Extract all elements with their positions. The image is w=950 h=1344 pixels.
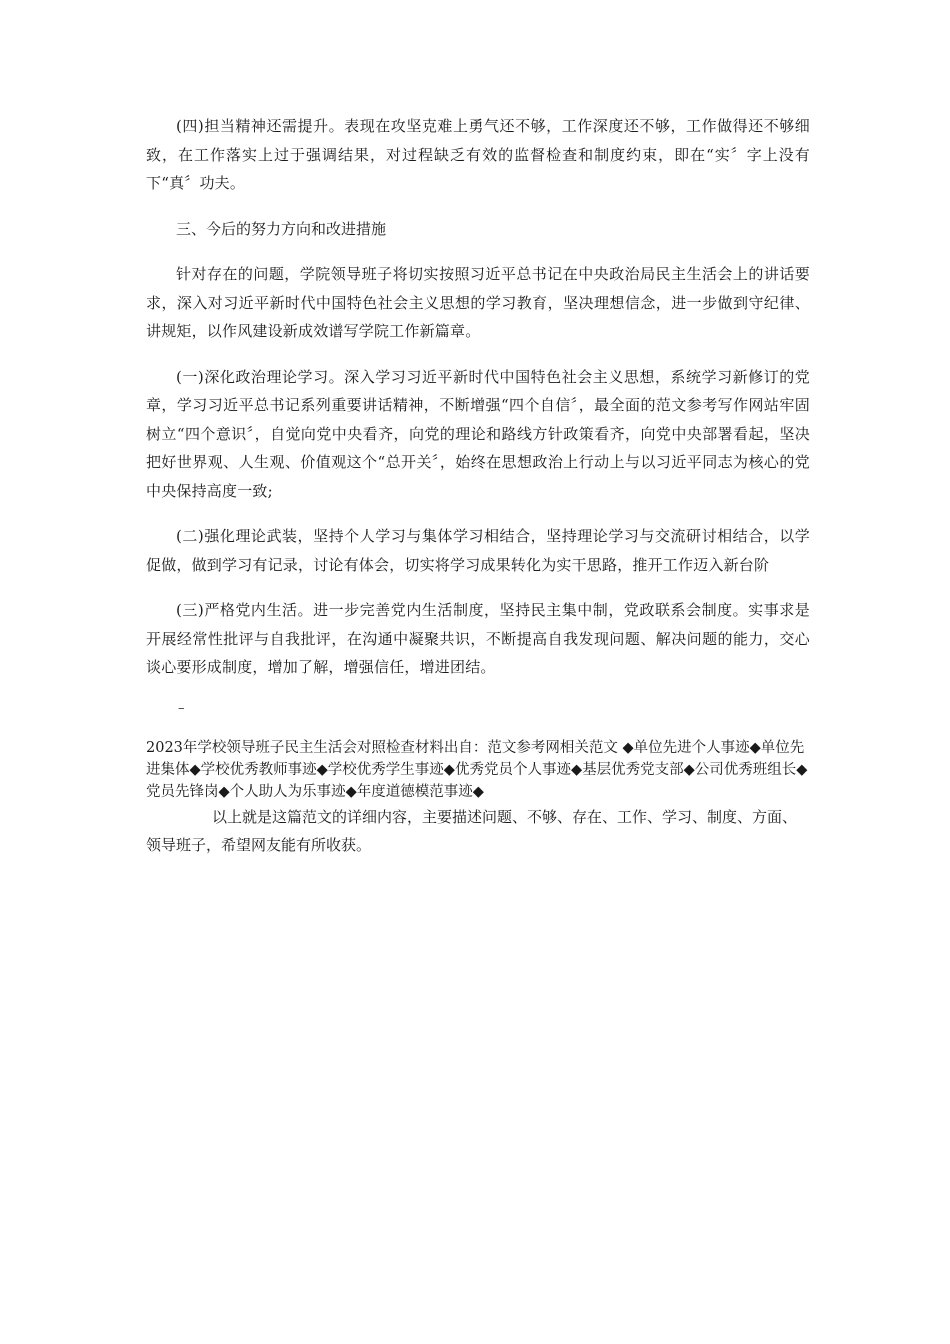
paragraph-responsibility: (四)担当精神还需提升。表现在攻坚克难上勇气还不够，工作深度还不够，工作做得还不够细致，在工作落实上过于强调结果，对过程缺乏有效的监督检查和制度约束，即在“实〞字上没有下“真〞功夫。 bbox=[146, 117, 810, 192]
section-heading: 三、今后的努力方向和改进措施 bbox=[176, 219, 387, 238]
summary-text: 以上就是这篇范文的详细内容，主要描述问题、不够、存在、工作、学习、制度、方面、领导班子，希望网友能有所收获。 bbox=[146, 807, 798, 854]
paragraph-intro: 针对存在的问题，学院领导班子将切实按照习近平总书记在中央政治局民主生活会上的讲话要求，深入对习近平新时代中国特色社会主义思想的学习教育，坚决理想信念，进一步做到守纪律、讲规矩，以作风建设新成效谱写学院工作新篇章。 bbox=[146, 265, 810, 340]
document-page bbox=[146, 112, 810, 860]
measure-3: (三)严格党内生活。进一步完善党内生活制度，坚持民主集中制，党政联系会制度。实事求是开展经常性批评与自我批评，在沟通中凝聚共识，不断提高自我发现问题、解决问题的能力，交心谈心要形成制度，增加了解，增强信任，增进团结。 bbox=[146, 601, 810, 676]
measure-1: (一)深化政治理论学习。深入学习习近平新时代中国特色社会主义思想，系统学习新修订的党章，学习习近平总书记系列重要讲话精神，不断增强“四个自信〞，最全面的范文参考写作网站牢固树立“四个意识〞，自觉向党中央看齐，向党的理论和路线方针政策看齐，向党中央部署看起，坚决把好世界观、人生观、价值观这个“总开关〞，始终在思想政治上行动上与以习近平同志为核心的党中央保持高度一致; bbox=[146, 367, 810, 500]
measure-2: (二)强化理论武装，坚持个人学习与集体学习相结合，坚持理论学习与交流研讨相结合，以学促做，做到学习有记录，讨论有体会，切实将学习成果转化为实干思路，推开工作迈入新台阶 bbox=[146, 527, 810, 574]
dash-separator: – bbox=[178, 700, 185, 716]
related-links: 2023年学校领导班子民主生活会对照检查材料出自：范文参考网相关范文 ◆单位先进个人事迹◆单位先进集体◆学校优秀教师事迹◆学校优秀学生事迹◆优秀党员个人事迹◆基层优秀党支部◆公司优秀班组长◆党员先锋岗◆个人助人为乐事迹◆年度道德模范事迹◆ bbox=[146, 739, 808, 800]
